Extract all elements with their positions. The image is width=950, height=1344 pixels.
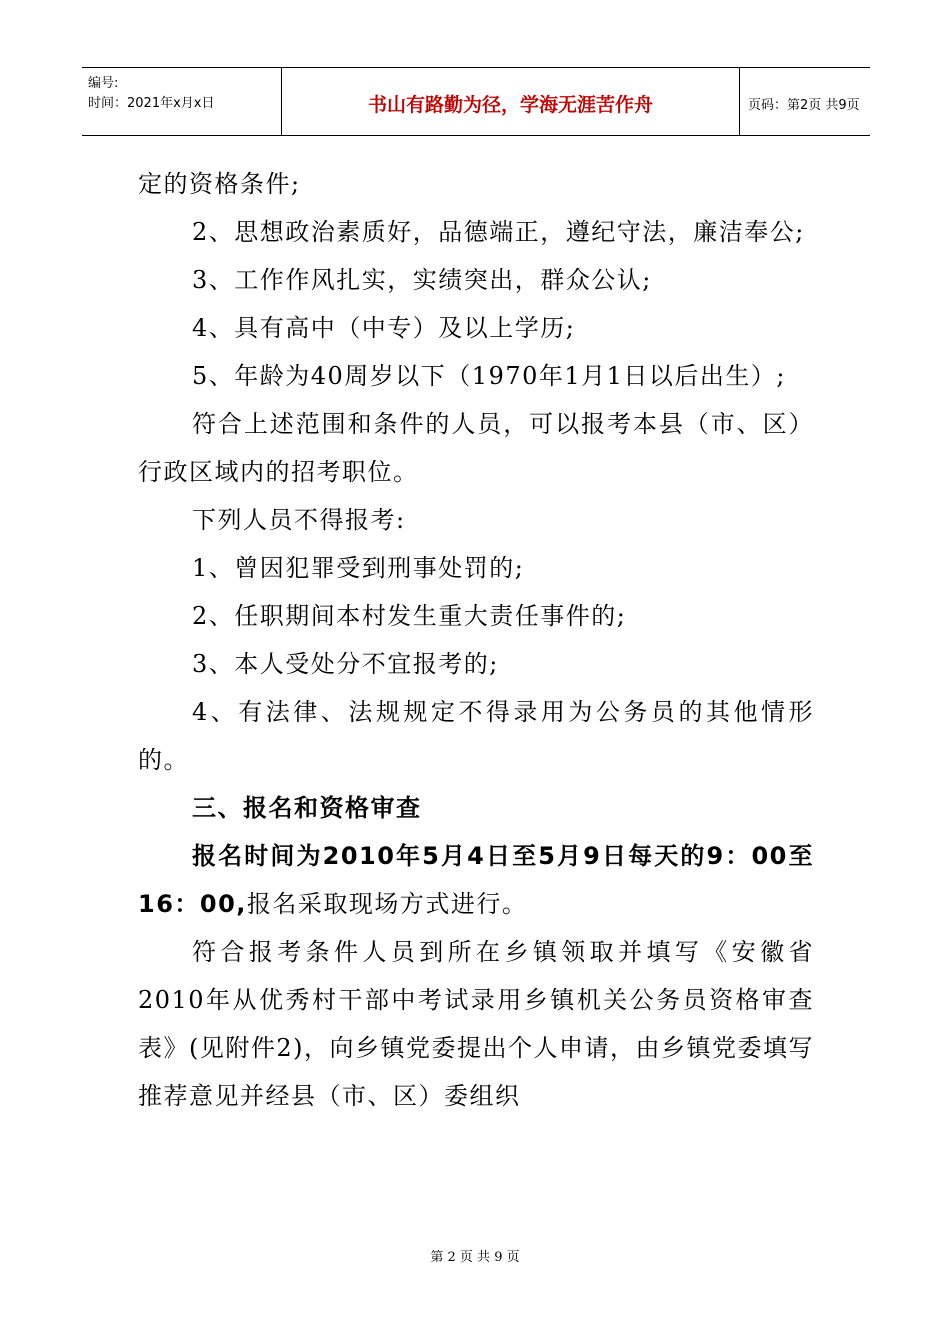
paragraph: 2、任职期间本村发生重大责任事件的; (192, 602, 627, 630)
document-date: 时间：2021年x月x日 (88, 96, 215, 111)
paragraph: 4、具有高中（中专）及以上学历; (192, 314, 576, 342)
header-motto: 书山有路勤为径，学海无涯苦作舟 (367, 94, 653, 116)
registration-method: 报名采取现场方式进行。 (246, 890, 528, 918)
paragraph (138, 832, 814, 928)
document-number-label: 编号: (88, 76, 119, 91)
page-header (82, 67, 870, 136)
paragraph: 3、本人受处分不宜报考的; (192, 650, 499, 678)
paragraph: 4、有法律、法规规定不得录用为公务员的其他情形的。 (138, 698, 814, 774)
paragraph: 符合报考条件人员到所在乡镇领取并填写《安徽省2010年从优秀村干部中考试录用乡镇机关公务员资格审查表》(见附件2)，向乡镇党委提出个人申请，由乡镇党委填写推荐意见并经县（市、区）委组织 (138, 938, 814, 1110)
header-left-cell (82, 68, 282, 135)
header-center-cell (282, 68, 740, 135)
paragraph: 定的资格条件; (138, 170, 301, 198)
page-footer: 第 2 页 共 9 页 (430, 1250, 520, 1265)
registration-time: 报名时间为2010年5月4日至5月9日每天的9：00至16：00, (138, 842, 814, 918)
paragraph: 符合上述范围和条件的人员，可以报考本县（市、区）行政区域内的招考职位。 (138, 410, 814, 486)
paragraph: 2、思想政治素质好，品德端正，遵纪守法，廉洁奉公; (192, 218, 805, 246)
paragraph: 下列人员不得报考: (192, 506, 406, 534)
section-heading: 三、报名和资格审查 (192, 794, 422, 822)
paragraph: 1、曾因犯罪受到刑事处罚的; (192, 554, 525, 582)
paragraph: 5、年龄为40周岁以下（1970年1月1日以后出生）; (192, 362, 787, 390)
header-right-cell (740, 68, 870, 135)
header-page-info: 页码：第2页 共9页 (748, 98, 860, 113)
document-body (138, 160, 814, 1120)
paragraph: 3、工作作风扎实，实绩突出，群众公认; (192, 266, 652, 294)
